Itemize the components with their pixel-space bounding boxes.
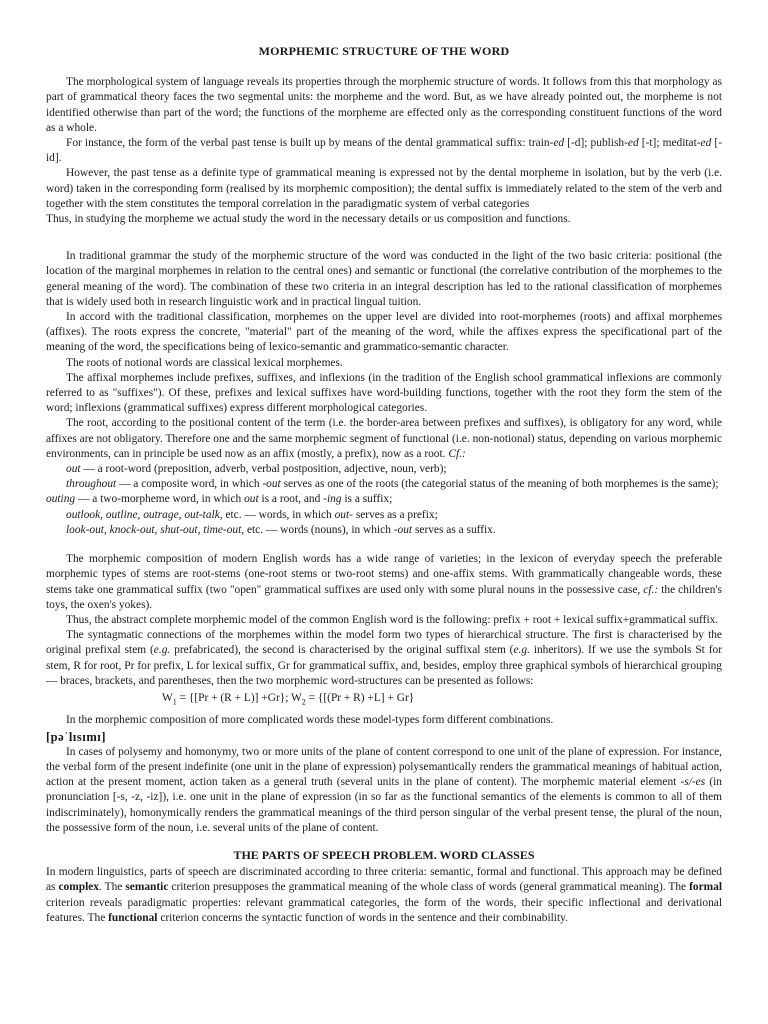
paragraph: The morphological system of language reveals its properties through the morphemic structure of words. It follows from this that morphology as part of grammatical theory faces the two segmental units: the morpheme and the word. But, as we have already pointed out, the morpheme is not identified otherwise than part of the word; the functions of the morpheme are effected only as the corresponding constituent functions of the word as a whole.: [46, 76, 722, 134]
paragraph: However, the past tense as a definite type of grammatical meaning is expressed not by the dental morpheme in isolation, but by the verb (i.e. word) taken in the corresponding form (realised by its morphemic composition); the dental suffix is immediately related to the stem of the verb and together with the stem constitutes the temporal correlation in the paradigmatic system of verbal categories: [46, 167, 722, 210]
paragraph: The root, according to the positional content of the term (i.e. the border-area between prefixes and suffixes), is obligatory for any word, while affixes are not obligatory. Therefore one and the same morphemic segment of functional (i.e. non-notional) status, depending on various morphemic environments, can in principle be used now as an affix (mostly, a prefix), now as a root. Cf.:: [46, 417, 722, 460]
paragraph: The syntagmatic connections of the morphemes within the model form two types of hierarchical structure. The first is characterised by the original prefixal stem (e.g. prefabricated), the second is characterised by the original suffixal stem (e.g. inheritors). If we use the symbols St for stem, R for root, Pr for prefix, L for lexical suffix, Gr for grammatical suffix, and, besides, employ three graphical symbols of hierarchical grouping — braces, brackets, and parentheses, then the two morphemic word-structures can be presented as follows:: [46, 629, 722, 687]
example-line: outlook, outline, outrage, out-talk, etc. — words, in which out- serves as a prefix;: [66, 508, 438, 521]
paragraph: Thus, in studying the morpheme we actual study the word in the necessary details or us composition and functions.: [46, 213, 571, 226]
example-line: look-out, knock-out, shut-out, time-out, etc. — words (nouns), in which -out serves as a suffix.: [66, 523, 496, 536]
formula: $W_1 = \{[Pr + (R + L)] +Gr\}$; $W_2 = \{[(Pr + R) +L] + Gr\}$: [162, 691, 415, 707]
paragraph: The morphemic composition of modern English words has a wide range of varieties; in the lexicon of everyday speech the preferable morphemic types of stems are root-stems (one-root stems or two-root stems) and one-affix stems. With grammatically changeable words, these stems take one grammatical suffix (two "open" grammatical suffixes are used only with some plural nouns in the possessive case, cf.: the children's toys, the oxen's yokes).: [46, 553, 722, 611]
paragraph: The affixal morphemes include prefixes, suffixes, and inflexions (in the tradition of the English school grammatical inflexions are commonly referred to as "suffixes"). Of these, prefixes and lexical suffixes have word-building functions, together with the root they form the stem of the word; inflexions (grammatical suffixes) express different morphological categories.: [46, 371, 722, 415]
paragraph: In the morphemic composition of more complicated words these model-types form different combinations.: [66, 714, 554, 727]
example-line: out — a root-word (preposition, adverb, verbal postposition, adjective, noun, verb);: [66, 463, 447, 476]
example-line: throughout — a composite word, in which -out serves as one of the roots (the categorial status of the meaning of both morphemes is the same);: [66, 478, 719, 491]
paragraph: In cases of polysemy and homonymy, two or more units of the plane of content correspond to one unit of the plane of expression. For instance, the verbal form of the present indefinite (one unit in the plane of expression) polysemantically renders the grammatical meanings of habitual action, action at the present moment, action taken as a general truth (several units in the plane of content). The morphemic material element -s/-es (in pronunciation [-s, -z, -iz]), i.e. one unit in the plane of expression (in so far as the functional semantics of the elements is common to all of them indiscriminately), homonymically renders the grammatical meanings of the third person singular of the verbal present tense, the plural of the noun, the possessive form of the noun, i.e. several units of the plane of content.: [46, 745, 722, 834]
section-title: THE PARTS OF SPEECH PROBLEM. WORD CLASSES: [233, 848, 535, 863]
paragraph: Thus, the abstract complete morphemic model of the common English word is the following: prefix + root + lexical suffix+grammatical suffix.: [66, 613, 719, 626]
example-line: outing — a two-morpheme word, in which out is a root, and -ing is a suffix;: [46, 493, 393, 506]
paragraph: In accord with the traditional classification, morphemes on the upper level are divided into root-morphemes (roots) and affixal morphemes (affixes). The roots express the concrete, "material" part of the meaning of the word, while the affixes express the specificational part of the meaning of the word, the specifications being of lexico-semantic and grammatico-semantic character.: [46, 311, 722, 354]
paragraph: The roots of notional words are classical lexical morphemes.: [66, 356, 343, 369]
page-title: MORPHEMIC STRUCTURE OF THE WORD: [258, 44, 510, 58]
document-page: [46, 44, 722, 926]
paragraph: For instance, the form of the verbal past tense is built up by means of the dental grammatical suffix: train-ed [-d]; publish-ed [-t]; meditat-ed [-id].: [46, 137, 723, 165]
paragraph: In modern linguistics, parts of speech are discriminated according to three criteria: semantic, formal and functional. This approach may be defined as complex. The semantic criterion presupposes the grammatical meaning of the whole class of words (general grammatical meaning). The formal criterion reveals paradigmatic properties: relevant grammatical categories, the form of the words, their specific inflectional and derivational features. The functional criterion concerns the syntactic function of words in the sentence and their combinability.: [46, 866, 722, 924]
paragraph: In traditional grammar the study of the morphemic structure of the word was conducted in the light of the two basic criteria: positional (the location of the marginal morphemes in relation to the central ones) and semantic or functional (the correlative contribution of the morphemes to the general meaning of the word). The combination of these two criteria in an integral description has led to the rational classification of morphemes that is widely used both in research linguistic work and in practical lingual tuition.: [46, 250, 722, 308]
phonetic-transcription: [pəˈlɪsɪmɪ]: [46, 729, 107, 744]
